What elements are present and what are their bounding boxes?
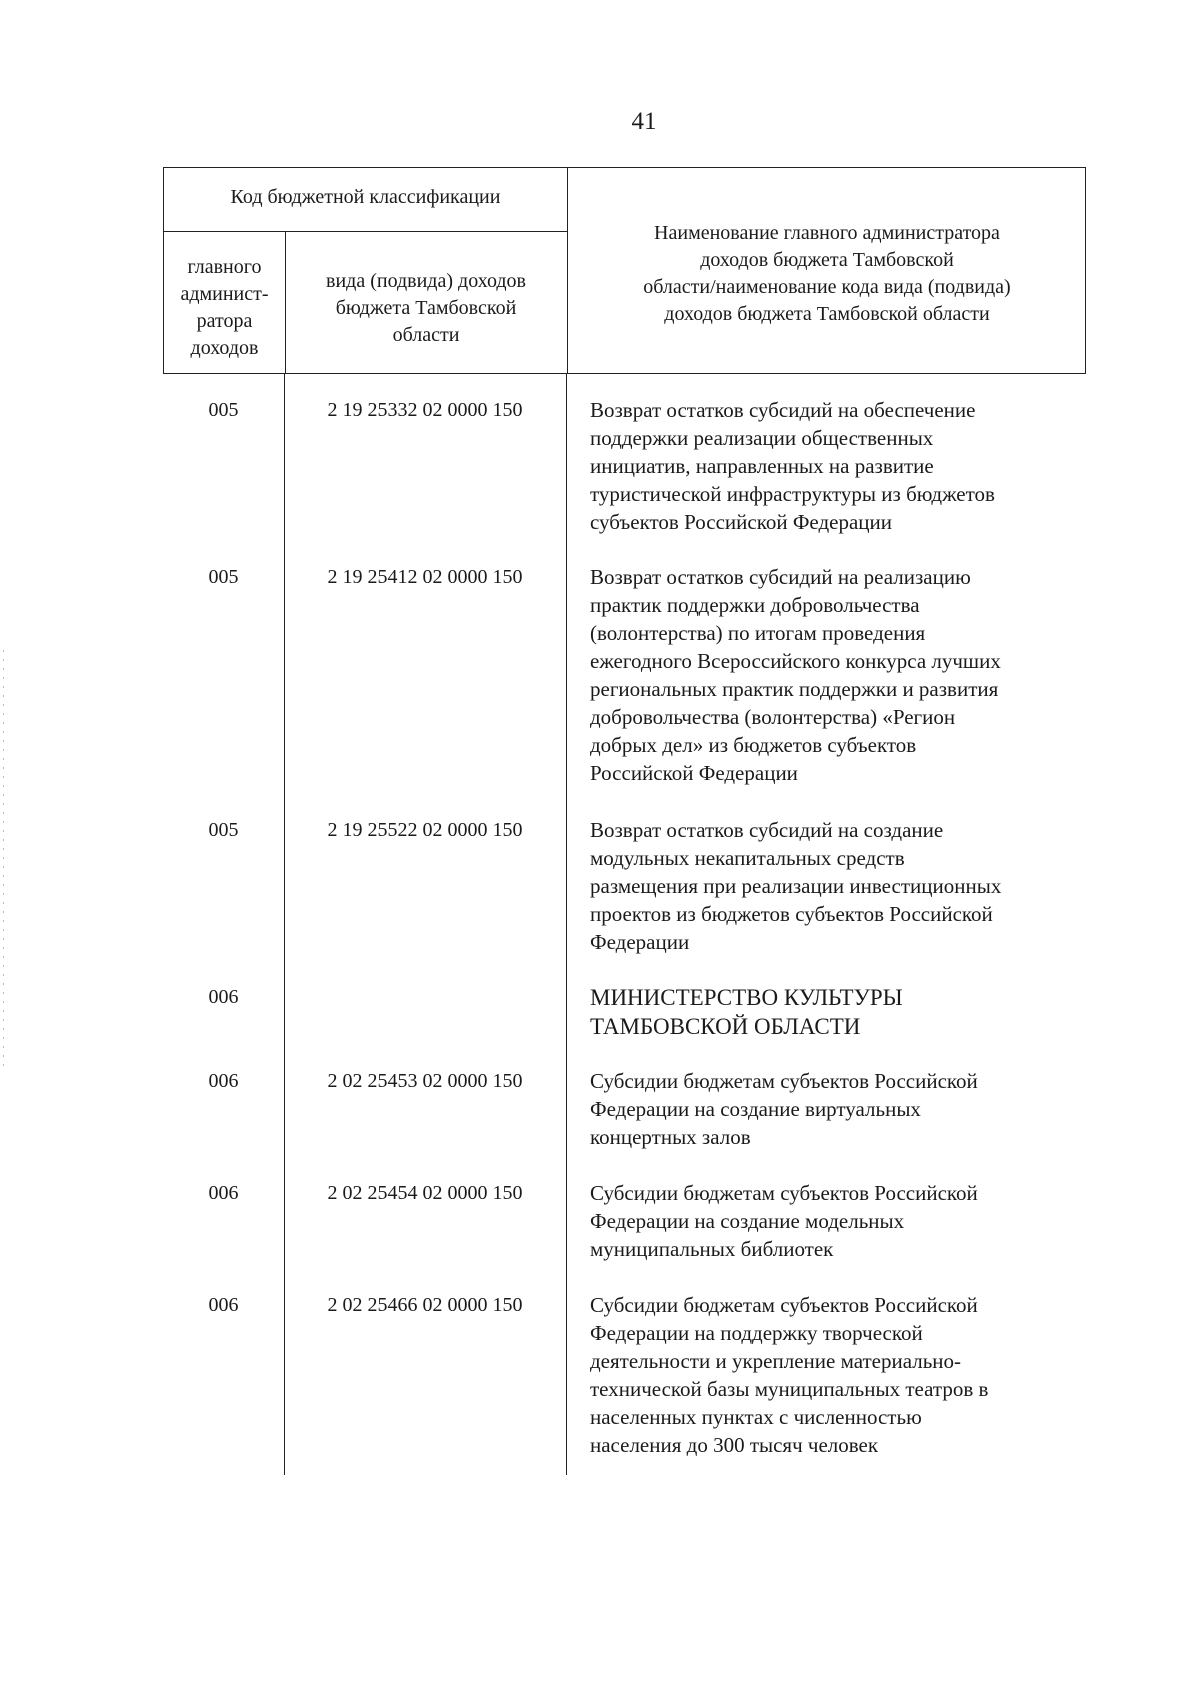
- name-line: Федерации: [590, 930, 690, 954]
- admin-code-cell: 006: [208, 1294, 239, 1316]
- header-admin-line: доходов: [190, 337, 259, 359]
- header-divider: [164, 231, 567, 232]
- name-line: муниципальных библиотек: [590, 1237, 834, 1261]
- kbk-code-cell: 2 19 25412 02 0000 150: [327, 566, 523, 588]
- name-line: Федерации на создание модельных: [590, 1209, 905, 1233]
- name-line: Возврат остатков субсидий на обеспечение: [590, 398, 976, 422]
- name-line: проектов из бюджетов субъектов Российской: [590, 902, 993, 926]
- kbk-code-cell: 2 19 25332 02 0000 150: [327, 399, 523, 421]
- name-line: концертных залов: [590, 1125, 751, 1149]
- name-line: размещения при реализации инвестиционных: [590, 874, 1002, 898]
- scan-artifact: [3, 650, 4, 1070]
- name-line: региональных практик поддержки и развития: [590, 677, 999, 701]
- name-line: ТАМБОВСКОЙ ОБЛАСТИ: [590, 1014, 861, 1039]
- name-line: добровольчества (волонтерства) «Регион: [590, 705, 956, 729]
- header-kind-line: вида (подвида) доходов: [326, 270, 526, 292]
- ministry-heading: [590, 983, 1086, 1041]
- name-line: Возврат остатков субсидий на реализацию: [590, 565, 971, 589]
- name-line: Субсидии бюджетам субъектов Российской: [590, 1069, 978, 1093]
- header-name-column: [567, 220, 1087, 328]
- name-line: модульных некапитальных средств: [590, 846, 905, 870]
- kbk-code-cell: 2 02 25453 02 0000 150: [327, 1070, 523, 1092]
- name-line: Российской Федерации: [590, 761, 798, 785]
- header-kind-line: бюджета Тамбовской: [335, 297, 517, 319]
- name-line: (волонтерства) по итогам проведения: [590, 621, 926, 645]
- admin-code-cell: 006: [208, 1070, 239, 1092]
- name-cell: [590, 563, 1086, 787]
- header-name-line: доходов бюджета Тамбовской: [700, 249, 954, 271]
- name-cell: [590, 816, 1086, 956]
- name-line: поддержки реализации общественных: [590, 426, 934, 450]
- header-kind-line: области: [392, 324, 460, 346]
- name-line: населения до 300 тысяч человек: [590, 1433, 879, 1457]
- header-admin-line: главного: [187, 256, 262, 278]
- header-admin-line: админист-: [180, 283, 269, 305]
- kbk-code-cell: 2 02 25454 02 0000 150: [327, 1182, 523, 1204]
- name-line: Субсидии бюджетам субъектов Российской: [590, 1181, 978, 1205]
- name-line: МИНИСТЕРСТВО КУЛЬТУРЫ: [590, 985, 903, 1010]
- header-code-title: Код бюджетной классификации: [230, 186, 501, 208]
- kbk-code-cell: 2 02 25466 02 0000 150: [327, 1294, 523, 1316]
- name-line: деятельности и укрепление материально-: [590, 1349, 962, 1373]
- admin-code-cell: 005: [208, 819, 239, 841]
- name-line: технической базы муниципальных театров в: [590, 1377, 989, 1401]
- header-name-line: Наименование главного администратора: [654, 222, 1000, 244]
- header-kind-column: [285, 268, 567, 349]
- name-line: практик поддержки добровольчества: [590, 593, 920, 617]
- kbk-code-cell: 2 19 25522 02 0000 150: [327, 819, 523, 841]
- table-header: [163, 167, 1086, 374]
- name-line: населенных пунктах с численностью: [590, 1405, 922, 1429]
- name-cell: [590, 1179, 1086, 1263]
- name-line: инициатив, направленных на развитие: [590, 454, 934, 478]
- header-admin-line: ратора: [196, 310, 253, 332]
- header-name-line: доходов бюджета Тамбовской области: [664, 303, 990, 325]
- name-cell: [590, 396, 1086, 536]
- header-name-line: области/наименование кода вида (подвида): [643, 276, 1011, 298]
- admin-code-cell: 006: [208, 986, 239, 1008]
- name-line: Федерации на создание виртуальных: [590, 1097, 921, 1121]
- header-admin-column: [164, 254, 285, 362]
- admin-code-cell: 005: [208, 566, 239, 588]
- name-line: Возврат остатков субсидий на создание: [590, 818, 944, 842]
- name-line: туристической инфраструктуры из бюджетов: [590, 482, 995, 506]
- page-number: 41: [631, 108, 657, 135]
- name-cell: [590, 1291, 1086, 1459]
- name-line: добрых дел» из бюджетов субъектов: [590, 733, 917, 757]
- name-line: субъектов Российской Федерации: [590, 510, 893, 534]
- admin-code-cell: 005: [208, 399, 239, 421]
- column-divider: [566, 374, 567, 1475]
- name-line: Субсидии бюджетам субъектов Российской: [590, 1293, 978, 1317]
- name-line: Федерации на поддержку творческой: [590, 1321, 923, 1345]
- name-line: ежегодного Всероссийского конкурса лучших: [590, 649, 1001, 673]
- admin-code-cell: 006: [208, 1182, 239, 1204]
- name-cell: [590, 1067, 1086, 1151]
